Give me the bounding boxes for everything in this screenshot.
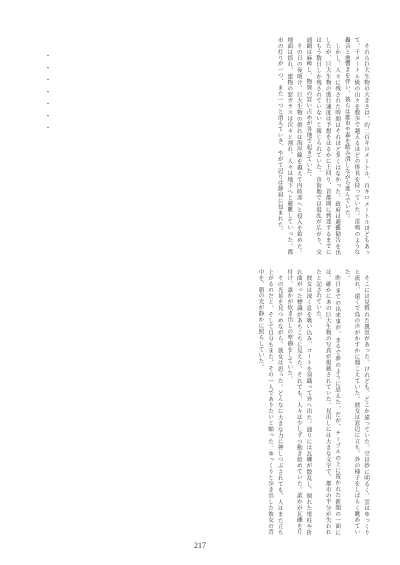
paragraph: 彼女は深く息を吸い込み、コートを羽織って外へ出た。通りには瓦礫が散乱し、倒れた電柱や折れ曲がった標識があちこちに見えた。それでも、人々は少しずつ動き始めていた。誰かが瓦礫を片付け、誰かが炊き出しの準備をしていた。 [286,269,312,535]
paragraph: それら巨大生物の大きさは、約二百キロメートル、百キロメートルほどもあって、千メートル級の山々を数歩で越えるほどの体長を持っていた。雷鳴のような轟音と地響きを伴い、彼らは都市や森を踏み潰しながら進んでいた。 [343,37,369,255]
lower-text-block [35,269,370,535]
section-break-dots: ・・・・・・・ [44,52,52,136]
paragraph: 昨日までの出来事が、まるで夢のように思えた。だが、テーブルの上に置かれた新聞の一面には、確かにあの巨大生物の写真が掲載されていた。見出しには大きな文字で、都市の半分が失われたと記されていた。 [315,269,341,535]
paragraph: その光景を見つめながら、彼女は思った。どんなに大きな力に押しつぶされても、人はまた立ち上がるのだと。そして自分もまた、その一人でありたいと願った。ゆっくりと歩き出した彼女の背中を、朝の光が静かに照らしていた。 [257,269,283,535]
page-number: 217 [194,541,206,550]
paragraph: そこには見慣れた風景があった。けれども、どこか違っていた。空は妙に明るく、雲はゆっくりと流れ、遠くで鳥の声がかすかに聞こえていた。彼女は窓辺に立ち、外の様子をしばらく眺めていた。 [343,269,369,535]
paragraph: その日の夜明け、巨大生物の群れは海岸線を越えて内陸部へと侵入を始めた。地面は揺れ、建物の窓ガラスは次々と割れ、人々は地下へと避難していった。都市の灯りが一つ、また一つと消えていき、やがて辺りは静寂に包まれた。 [276,37,302,255]
upper-text-block [35,37,370,255]
paragraph: しかし、人々に残された時間はそれほど多くはなかった。政府は避難勧告を出したが、巨大生物の進行速度は予想をはるかに上回り、首都圏に到達するまでにはもう数日しか残されていないと報じられていた。市街地では混乱が広がり、交通網は麻痺し、物資の買い占めが各地で起きていた。 [305,37,341,255]
